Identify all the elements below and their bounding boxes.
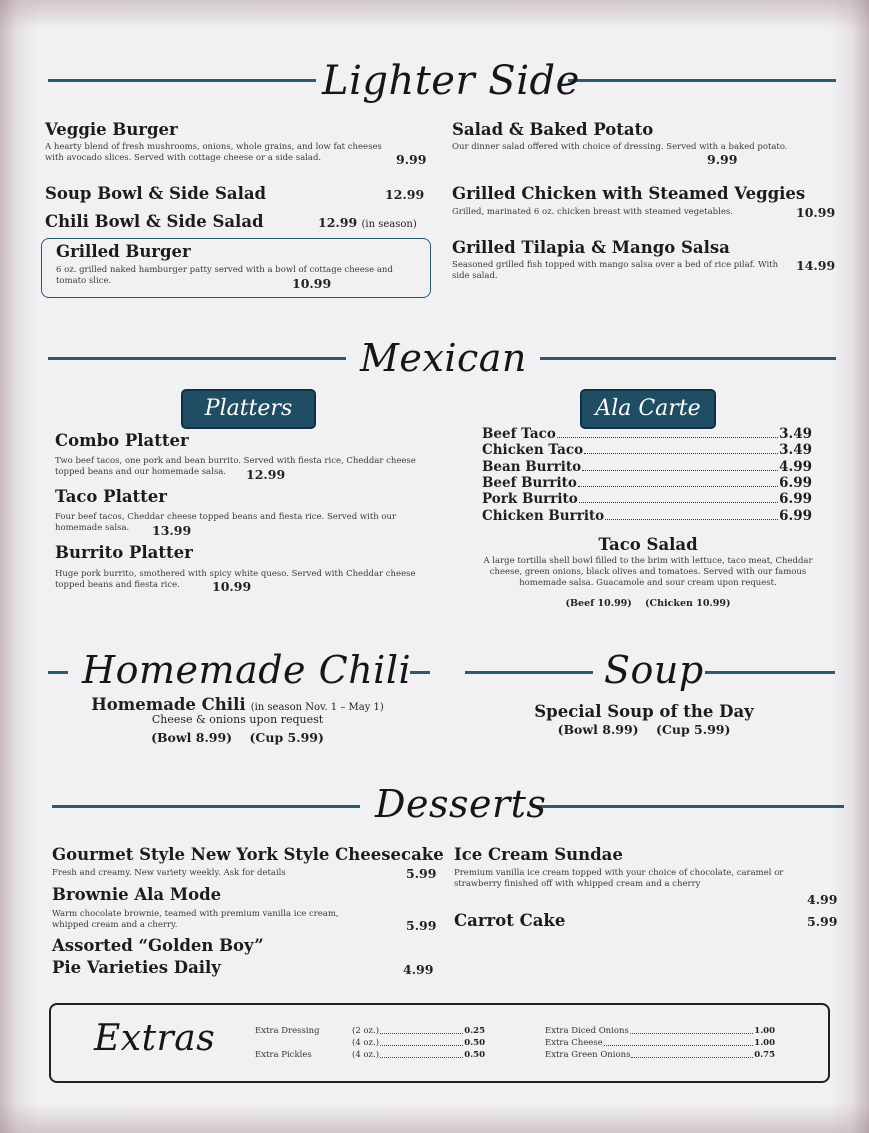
section-title-soup: Soup [604,648,704,692]
alacarte-item: Beef Taco [482,426,556,442]
menu-item-price: 10.99 [292,276,332,291]
divider-line [410,671,430,674]
alacarte-item: Chicken Burrito [482,508,605,524]
menu-item-price: 12.99 [246,467,286,482]
extras-qty: (4 oz.) [352,1050,380,1060]
menu-item-name: Salad & Baked Potato [452,120,654,139]
menu-item-name: Grilled Tilapia & Mango Salsa [452,238,730,257]
alacarte-item: Chicken Taco [482,442,584,458]
extras-row [545,1038,775,1049]
menu-item-name: Gourmet Style New York Style Cheesecake [52,845,444,864]
menu-item-price: 10.99 [212,579,252,594]
alacarte-price: 6.99 [779,508,812,524]
dot-leader [578,475,778,487]
divider-line [540,357,836,360]
menu-item-price: 14.99 [796,258,836,273]
menu-item-desc: Seasoned grilled fish topped with mango salsa over a bed of rice pilaf. With side salad. [452,260,779,281]
extras-label [255,1038,352,1049]
section-title-chili: Homemade Chili [82,648,412,692]
alacarte-item: Bean Burrito [482,459,582,475]
extras-row [255,1038,485,1049]
dot-leader [630,1026,753,1034]
extras-price: 1.00 [754,1026,775,1036]
alacarte-row [482,459,812,475]
menu-item-desc: Four beef tacos, Cheddar cheese topped beans and fiesta rice. Served with our homemade salsa. [55,512,397,533]
menu-item-price: 4.99 [403,962,434,977]
alacarte-price: 6.99 [779,475,812,491]
extras-label: Extra Green Onions [545,1050,631,1060]
menu-item-price: 13.99 [152,523,192,538]
dot-leader [631,1050,753,1058]
alacarte-badge: Ala Carte [580,389,716,429]
menu-item-desc: Our dinner salad offered with choice of dressing. Served with a baked potato. [452,142,788,152]
dot-leader [605,508,778,520]
extras-price: 1.00 [754,1038,775,1048]
extras-price: 0.25 [464,1026,485,1036]
menu-item-desc: Warm chocolate brownie, teamed with premium vanilla ice cream, whipped cream and a cherry. [52,909,339,930]
menu-item-name: Taco Salad [598,535,698,554]
menu-item-price: 5.99 [406,866,437,881]
price-value: 12.99 [318,215,358,230]
menu-item-name: Assorted “Golden Boy” [52,936,264,955]
menu-item-desc: Grilled, marinated 6 oz. chicken breast with steamed vegetables. [452,207,733,217]
divider-line [48,671,68,674]
menu-item-price: 12.99 [385,187,425,202]
extras-price: 0.50 [464,1050,485,1060]
menu-item-price: 5.99 [807,914,838,929]
menu-item-name: Homemade Chili [91,695,246,714]
menu-item-name: Combo Platter [55,431,189,450]
menu-item-price: (Bowl 8.99) (Cup 5.99) [151,730,324,745]
menu-item-price: (Bowl 8.99) (Cup 5.99) [557,722,731,737]
season-note: (in season Nov. 1 – May 1) [250,702,384,713]
menu-item-name: Veggie Burger [45,120,178,139]
divider-line [48,357,346,360]
extras-row [255,1050,485,1061]
alacarte-item: Pork Burrito [482,491,578,507]
alacarte-price: 4.99 [779,459,812,475]
menu-item-name: Burrito Platter [55,543,193,562]
divider-line [568,79,836,82]
menu-item-desc: A large tortilla shell bowl filled to the brim with lettuce, taco meat, Cheddar cheese, green onions, black olives and tomatoes. Served with our famous homemade salsa. Guacamole and sour cream upon request. [483,556,813,588]
menu-item-name: Carrot Cake [454,911,566,930]
season-note: (in season) [361,219,417,230]
menu-item-name: Taco Platter [55,487,167,506]
dot-leader [557,426,778,438]
divider-line [705,671,835,674]
alacarte-row [482,491,812,507]
alacarte-price: 6.99 [779,491,812,507]
dot-leader [584,442,778,454]
extras-label: Extra Diced Onions [545,1026,629,1036]
extras-row [255,1026,485,1037]
dot-leader [380,1050,463,1058]
alacarte-row [482,426,812,442]
dot-leader [582,459,778,471]
menu-item-name: Brownie Ala Mode [52,885,222,904]
section-title-lighter-side: Lighter Side [322,58,580,104]
menu-item-name: Soup Bowl & Side Salad [45,184,267,203]
extras-qty: (4 oz.) [352,1038,380,1048]
menu-item-name: Grilled Chicken with Steamed Veggies [452,184,806,203]
chili-item [45,695,430,714]
extras-price: 0.75 [754,1050,775,1060]
extras-row [545,1026,775,1037]
menu-item-desc: Cheese & onions upon request [151,713,324,726]
menu-item-name-line2: Pie Varieties Daily [52,958,221,977]
platters-badge: Platters [181,389,316,429]
divider-line [532,805,844,808]
menu-item-name: Ice Cream Sundae [454,845,623,864]
menu-item-name: Special Soup of the Day [534,702,754,721]
extras-label: Extra Pickles [255,1050,312,1060]
menu-item-desc: Premium vanilla ice cream topped with your choice of chocolate, caramel or strawberry finished off with whipped cream and a cherry [454,868,784,889]
extras-row [545,1050,775,1061]
dot-leader [380,1038,463,1046]
extras-price: 0.50 [464,1038,485,1048]
menu-item-price: (Beef 10.99) (Chicken 10.99) [565,598,731,609]
divider-line [48,79,316,82]
section-title-mexican: Mexican [360,336,527,380]
section-title-desserts: Desserts [375,782,547,826]
menu-item-desc: 6 oz. grilled naked hamburger patty served with a bowl of cottage cheese and tomato slice. [56,265,393,286]
alacarte-item: Beef Burrito [482,475,577,491]
menu-item-name: Chili Bowl & Side Salad [45,212,264,231]
menu-item-desc: A hearty blend of fresh mushrooms, onions, whole grains, and low fat cheeses with avocado slices. Served with cottage cheese or a side salad. [45,142,382,163]
alacarte-row [482,475,812,491]
alacarte-price: 3.49 [779,426,812,442]
alacarte-price: 3.49 [779,442,812,458]
menu-item-desc: Huge pork burrito, smothered with spicy white queso. Served with Cheddar cheese topped beans and fiesta rice. [55,569,416,590]
divider-line [52,805,360,808]
extras-qty: (2 oz.) [352,1026,380,1036]
menu-item-price: 10.99 [796,205,836,220]
menu-item-price: 9.99 [396,152,427,167]
menu-item-desc: Two beef tacos, one pork and bean burrito. Served with fiesta rice, Cheddar cheese topped beans and our homemade salsa. [55,456,416,477]
section-title-extras: Extras [94,1018,216,1059]
dot-leader [579,491,778,503]
divider-line [465,671,593,674]
menu-item-price: 5.99 [406,918,437,933]
extras-label: Extra Cheese [545,1038,603,1048]
alacarte-row [482,442,812,458]
menu-item-price: 9.99 [707,152,738,167]
menu-item-price: 4.99 [807,892,838,907]
menu-item-name: Grilled Burger [56,242,191,261]
menu-item-price [318,215,417,230]
dot-leader [604,1038,754,1046]
menu-item-desc: Fresh and creamy. New variety weekly. Ask for details [52,868,286,878]
extras-label: Extra Dressing [255,1026,320,1036]
dot-leader [380,1026,463,1034]
alacarte-row [482,508,812,524]
